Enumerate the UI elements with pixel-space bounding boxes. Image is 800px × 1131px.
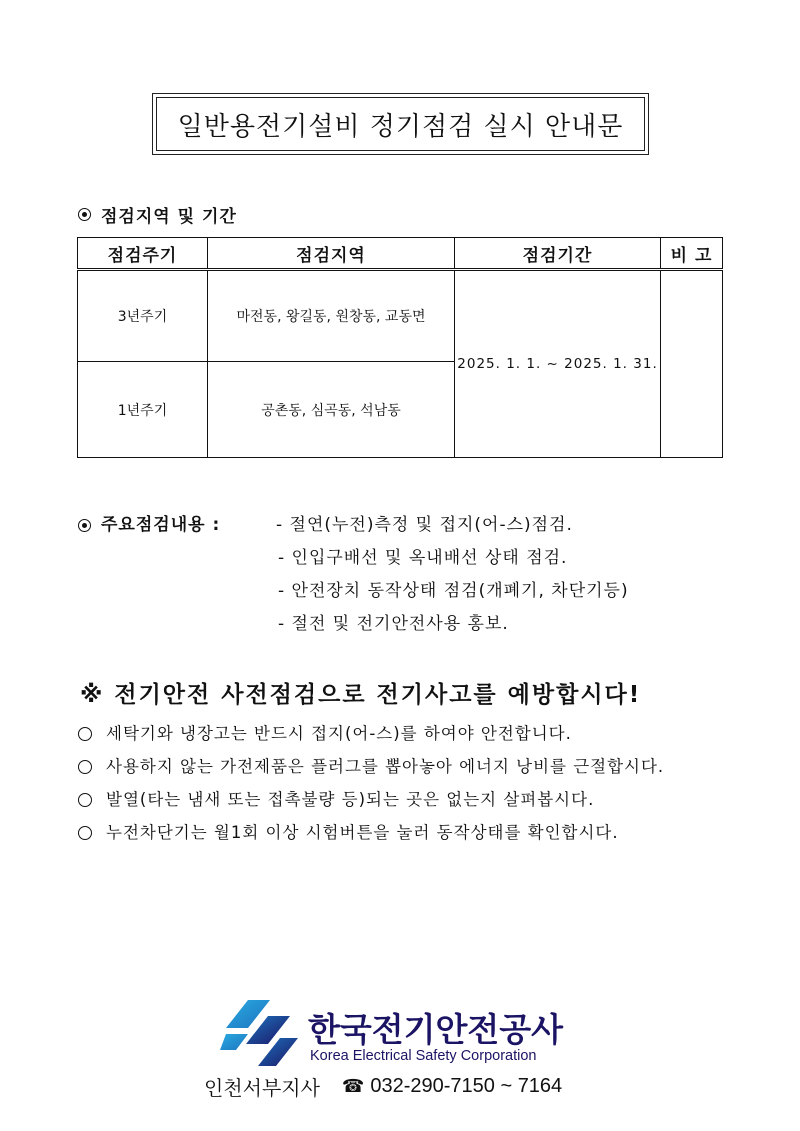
safety-notice-title: ※ 전기안전 사전점검으로 전기사고를 예방합시다! [80,682,642,708]
inspection-content-list [78,509,629,641]
cell-period: 2025. 1. 1. ~ 2025. 1. 31. [455,270,661,458]
list-item [78,509,629,542]
inspection-item: - 절연(누전)측정 및 접지(어-스)점검. [276,515,573,535]
inspection-item: - 절전 및 전기안전사용 홍보. [278,614,509,634]
safety-tips-list [78,717,664,849]
list-item [78,542,629,575]
phone-info [342,1075,562,1098]
safety-tip: 누전차단기는 월1회 이상 시험버튼을 눌러 동작상태를 확인합시다. [106,823,619,842]
circle-bullet-icon [78,727,92,741]
cell-remark [661,270,723,458]
safety-tip: 발열(타는 냄새 또는 접촉불량 등)되는 곳은 없는지 살펴봅시다. [106,790,595,809]
branch-name: 인천서부지사 [204,1076,320,1100]
header-area: 점검지역 [208,238,455,270]
section-heading-area-text: 점검지역 및 기간 [101,207,237,227]
list-item [78,575,629,608]
header-period: 점검기간 [455,238,661,270]
circled-dot-icon [78,519,91,532]
org-name-english: Korea Electrical Safety Corporation [310,1048,537,1064]
phone-number: 032-290-7150 ~ 7164 [370,1075,563,1097]
list-item [78,717,664,750]
header-cycle: 점검주기 [78,238,208,270]
header-remark: 비 고 [661,238,723,270]
circled-dot-icon [78,208,91,221]
cell-cycle: 1년주기 [78,362,208,458]
org-name-korean: 한국전기안전공사 [308,1010,564,1049]
telephone-icon: ☎ [341,1076,365,1096]
title-box [152,93,649,155]
inspection-item: - 안전장치 동작상태 점검(개폐기, 차단기등) [278,581,629,601]
inspection-content-label: 주요점검내용 : [101,515,221,535]
section-heading-area [78,202,237,227]
circle-bullet-icon [78,793,92,807]
branch-contact [204,1072,562,1101]
safety-tip: 사용하지 않는 가전제품은 플러그를 뽑아놓아 에너지 낭비를 근절합시다. [106,757,665,776]
list-item [78,750,664,783]
safety-tip: 세탁기와 냉장고는 반드시 접지(어-스)를 하여야 안전합니다. [106,724,572,743]
circle-bullet-icon [78,826,92,840]
cell-cycle: 3년주기 [78,270,208,362]
table-row [78,270,723,362]
circle-bullet-icon [78,760,92,774]
cell-area: 공촌동, 심곡동, 석남동 [208,362,455,458]
kesco-logo-mark-icon [218,998,300,1068]
list-item [78,608,629,641]
inspection-item: - 인입구배선 및 옥내배선 상태 점검. [278,548,568,568]
table-header-row [78,238,723,270]
page-title: 일반용전기설비 정기점검 실시 안내문 [156,97,645,151]
list-item [78,816,664,849]
cell-area: 마전동, 왕길동, 원창동, 교동면 [208,270,455,362]
list-item [78,783,664,816]
inspection-schedule-table [77,237,723,458]
kesco-logo [218,998,598,1068]
